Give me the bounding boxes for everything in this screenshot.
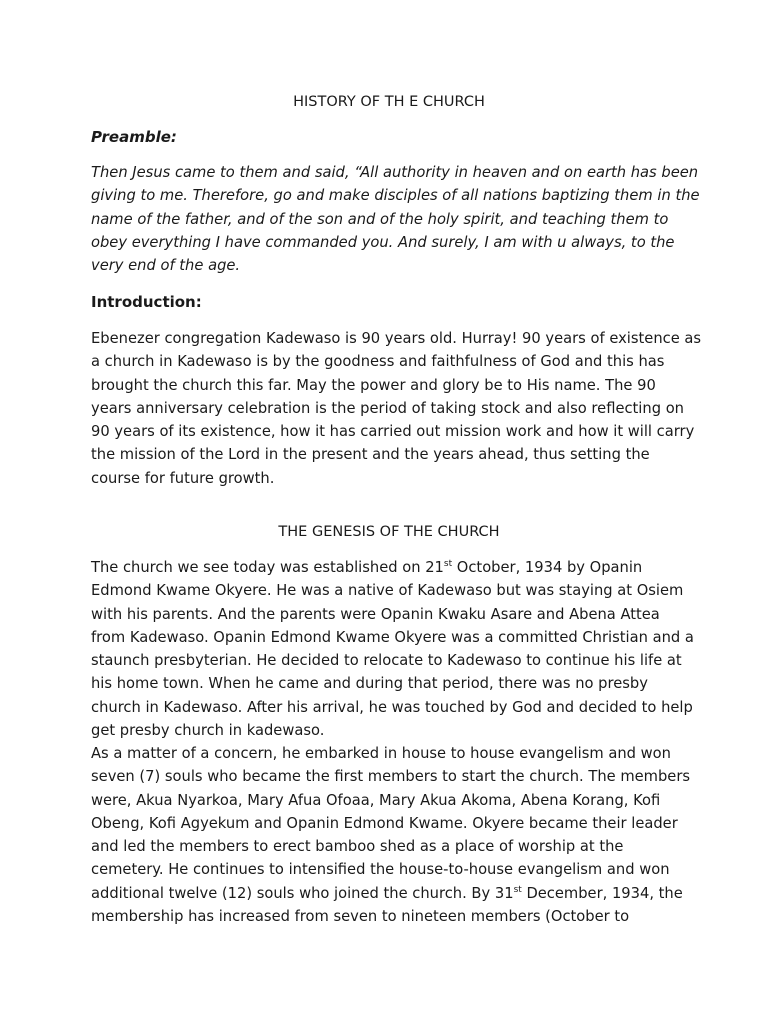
genesis-line: and led the members to erect bamboo shed as a place of worship at the (91, 838, 624, 856)
preamble-line: giving to me. Therefore, go and make disciples of all nations baptizing them in the (91, 187, 700, 205)
genesis-line: get presby church in kadewaso. (91, 722, 325, 740)
genesis-line: from Kadewaso. Opanin Edmond Kwame Okyere was a committed Christian and a (91, 628, 694, 646)
genesis-line-text: The church we see today was established on 21 (91, 559, 444, 576)
genesis-heading: THE GENESIS OF THE CHURCH (278, 524, 500, 540)
introduction-paragraph (91, 327, 702, 490)
genesis-line: Obeng, Kofi Agyekum and Opanin Edmond Kwame. Okyere became their leader (91, 814, 678, 832)
introduction-line: brought the church this far. May the power and glory be to His name. The 90 (91, 376, 656, 394)
genesis-paragraph-2 (91, 742, 691, 928)
genesis-line: cemetery. He continues to intensified the house-to-house evangelism and won (91, 861, 670, 879)
introduction-line: the mission of the Lord in the present and the years ahead, thus setting the (91, 446, 650, 464)
preamble-line: Then Jesus came to them and said, “All authority in heaven and on earth has been (91, 164, 699, 181)
introduction-line: 90 years of its existence, how it has carried out mission work and how it will carry (91, 423, 695, 441)
ordinal-suffix: st (513, 884, 522, 895)
genesis-line (91, 556, 687, 579)
genesis-line: seven (7) souls who became the first members to start the church. The members (91, 768, 691, 786)
preamble-paragraph (91, 161, 700, 277)
introduction-line: course for future growth. (91, 469, 275, 487)
preamble-line: very end of the age. (91, 257, 241, 275)
introduction-line: years anniversary celebration is the period of taking stock and also reflecting on (91, 399, 684, 417)
introduction-line: Ebenezer congregation Kadewaso is 90 years old. Hurray! 90 years of existence as (91, 330, 702, 347)
genesis-line: with his parents. And the parents were Opanin Kwaku Asare and Abena Attea (91, 605, 660, 623)
genesis-line: As a matter of a concern, he embarked in house to house evangelism and won (91, 745, 671, 762)
introduction-heading: Introduction: (91, 293, 202, 311)
ordinal-suffix: st (443, 559, 453, 570)
genesis-line-text: additional twelve (12) souls who joined the church. By 31 (91, 884, 514, 902)
introduction-line: a church in Kadewaso is by the goodness and faithfulness of God and this has (91, 353, 665, 371)
preamble-heading: Preamble: (91, 128, 177, 146)
genesis-line-text: December, 1934, the (521, 884, 683, 902)
genesis-line-text: October, 1934 by Opanin (452, 559, 643, 576)
genesis-line: were, Akua Nyarkoa, Mary Afua Ofoaa, Mary Akua Akoma, Abena Korang, Kofi (91, 791, 661, 809)
document-title: HISTORY OF TH E CHURCH (293, 94, 485, 110)
genesis-line: membership has increased from seven to nineteen members (October to (91, 908, 630, 926)
genesis-line (91, 882, 687, 905)
genesis-paragraph-1 (91, 556, 694, 742)
preamble-line: name of the father, and of the son and of the holy spirit, and teaching them to (91, 210, 669, 228)
genesis-line: church in Kadewaso. After his arrival, he was touched by God and decided to help (91, 698, 693, 716)
genesis-line: staunch presbyterian. He decided to relocate to Kadewaso to continue his life at (91, 652, 682, 670)
genesis-line: his home town. When he came and during that period, there was no presby (91, 675, 648, 693)
genesis-line: Edmond Kwame Okyere. He was a native of Kadewaso but was staying at Osiem (91, 582, 684, 600)
preamble-line: obey everything I have commanded you. And surely, I am with u always, to the (91, 233, 675, 251)
